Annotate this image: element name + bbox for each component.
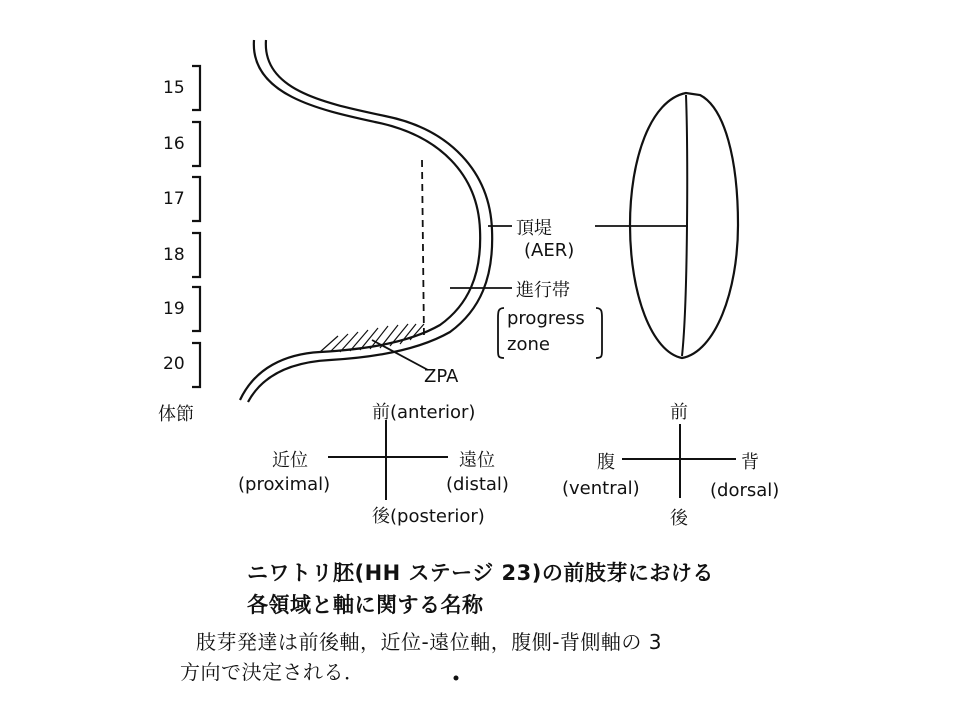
somite-bracket-15 [192, 66, 200, 110]
somite-label-16: 16 [163, 134, 185, 154]
somite-label-15: 15 [163, 78, 185, 98]
somite-bracket-16 [192, 122, 200, 166]
pz-label-jp: 進行帯 [516, 280, 570, 301]
somite-brackets [192, 66, 200, 387]
somite-label-17: 17 [163, 189, 185, 209]
proximal-label-en: (proximal) [238, 474, 331, 495]
somite-label-18: 18 [163, 245, 185, 265]
limb-bud-outer-contour [240, 40, 480, 400]
pd-ap-axes [328, 420, 448, 500]
somite-bracket-18 [192, 233, 200, 277]
pz-label-en-2: zone [507, 334, 550, 355]
back-label: 後 [670, 508, 688, 529]
distal-label-jp: 遠位 [459, 450, 495, 471]
somite-bracket-19 [192, 287, 200, 331]
posterior-label: 後(posterior) [372, 506, 485, 527]
pz-left-bracket [498, 308, 504, 358]
dorsal-label-en: (dorsal) [710, 480, 780, 501]
proximal-boundary-dashed-line [422, 160, 424, 340]
somite-label-19: 19 [163, 299, 185, 319]
front-label: 前 [670, 402, 688, 423]
zpa-label: ZPA [424, 366, 459, 387]
aer-label-jp: 頂堤 [516, 218, 552, 239]
somite-label-20: 20 [163, 354, 185, 374]
stray-dot [454, 676, 459, 681]
figure-caption-line-1: ニワトリ胚(HH ステージ 23)の前肢芽における [247, 561, 714, 585]
limb-bud-outline [240, 40, 492, 402]
anterior-label: 前(anterior) [372, 402, 476, 423]
aer-label-en: (AER) [524, 240, 575, 261]
pz-label-en-1: progress [507, 308, 585, 329]
somite-bracket-17 [192, 177, 200, 221]
proximal-label-jp: 近位 [272, 450, 308, 471]
description-line-1: 肢芽発達は前後軸，近位-遠位軸，腹側-背側軸の 3 [196, 630, 663, 654]
pz-right-bracket [596, 308, 602, 358]
somite-bracket-20 [192, 343, 200, 387]
distal-label-en: (distal) [446, 474, 509, 495]
figure-caption-line-2: 各領域と軸に関する名称 [247, 593, 484, 617]
somite-title: 体節 [158, 404, 194, 425]
description-line-2: 方向で決定される． [180, 660, 365, 684]
dorsal-label-jp: 背 [741, 452, 759, 473]
ventral-label-jp: 腹 [597, 452, 615, 473]
ventral-label-en: (ventral) [562, 478, 640, 499]
